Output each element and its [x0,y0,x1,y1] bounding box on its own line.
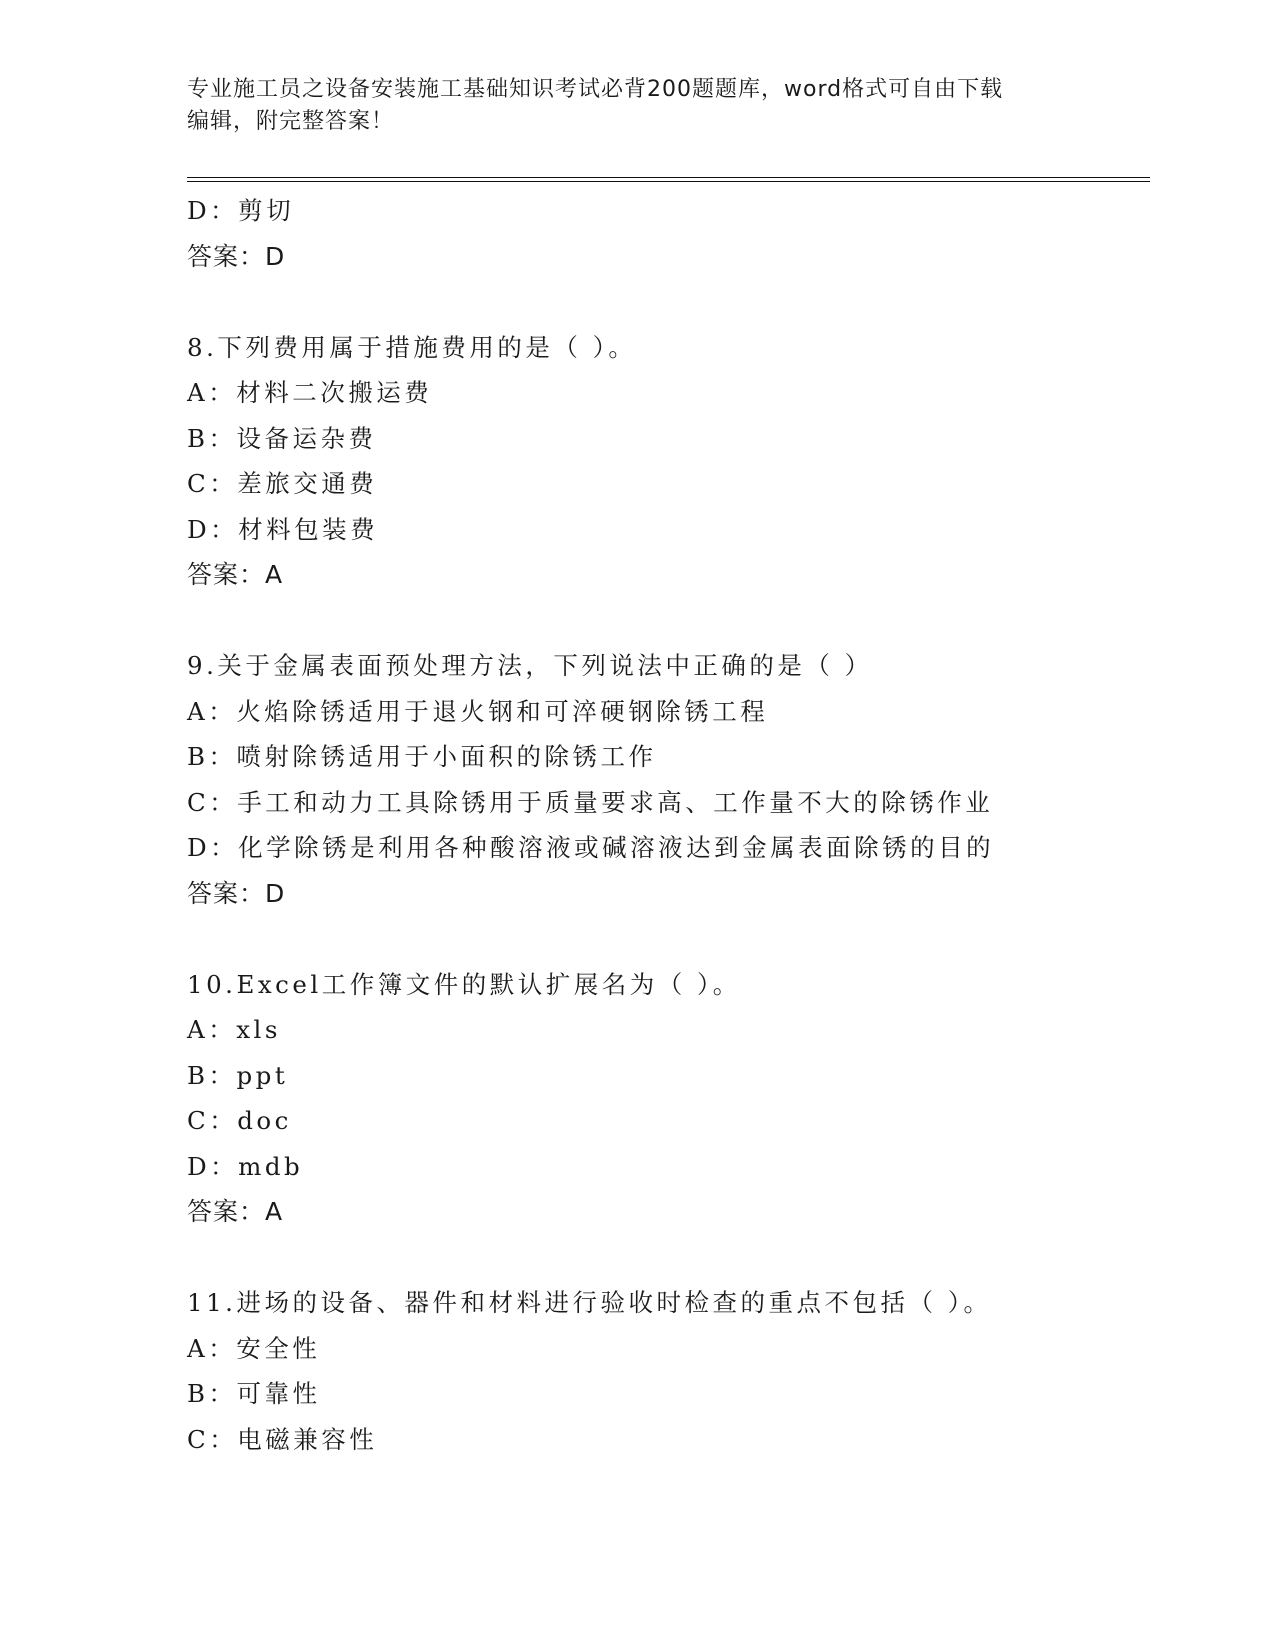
question-8 [187,325,1137,598]
spacer [187,598,1137,644]
option-a: A：xls [187,1015,281,1044]
header-title-line-2: 编辑，附完整答案！ [187,109,395,134]
page-header [187,74,1087,138]
question-stem: 10.Excel工作簿文件的默认扩展名为（ ）。 [187,969,741,999]
header-title-line-1: 专业施工员之设备安装施工基础知识考试必背200题题库，word格式可自由下载 [187,77,1004,102]
answer-line: 答案：D [187,241,286,271]
option-c: C：电磁兼容性 [187,1424,378,1454]
question-stem: 11.进场的设备、器件和材料进行验收时检查的重点不包括（ ）。 [187,1288,992,1317]
option-d: D：mdb [187,1151,304,1181]
question-9 [187,643,1137,916]
option-b: B：ppt [187,1060,289,1090]
option-b: B：喷射除锈适用于小面积的除锈工作 [187,742,657,771]
spacer [187,916,1137,962]
option-d: D：材料包装费 [187,514,379,544]
question-stem: 8.下列费用属于措施费用的是（ ）。 [187,332,637,362]
option-c: C：差旅交通费 [187,469,378,498]
question-11 [187,1280,1137,1462]
option-a: A：材料二次搬运费 [187,378,433,407]
question-10 [187,962,1137,1235]
answer-line: 答案：A [187,1197,284,1226]
option-c: C：doc [187,1106,292,1135]
option-d: D：化学除锈是利用各种酸溶液或碱溶液达到金属表面除锈的目的 [187,833,995,862]
spacer [187,279,1137,325]
spacer [187,1235,1137,1281]
header-divider-bottom [187,181,1150,182]
option-b: B：设备运杂费 [187,423,377,453]
option-a: A：安全性 [187,1333,321,1363]
answer-line: 答案：A [187,560,284,589]
option-a: A：火焰除锈适用于退火钢和可淬硬钢除锈工程 [187,696,769,726]
answer-line: 答案：D [187,878,286,908]
header-divider-top [187,177,1150,178]
option-c: C：手工和动力工具除锈用于质量要求高、工作量不大的除锈作业 [187,787,994,817]
question-stem: 9.关于金属表面预处理方法，下列说法中正确的是（ ） [187,651,873,680]
option-d: D：剪切 [187,196,295,225]
question-list [187,188,1137,1462]
option-b: B：可靠性 [187,1379,321,1408]
